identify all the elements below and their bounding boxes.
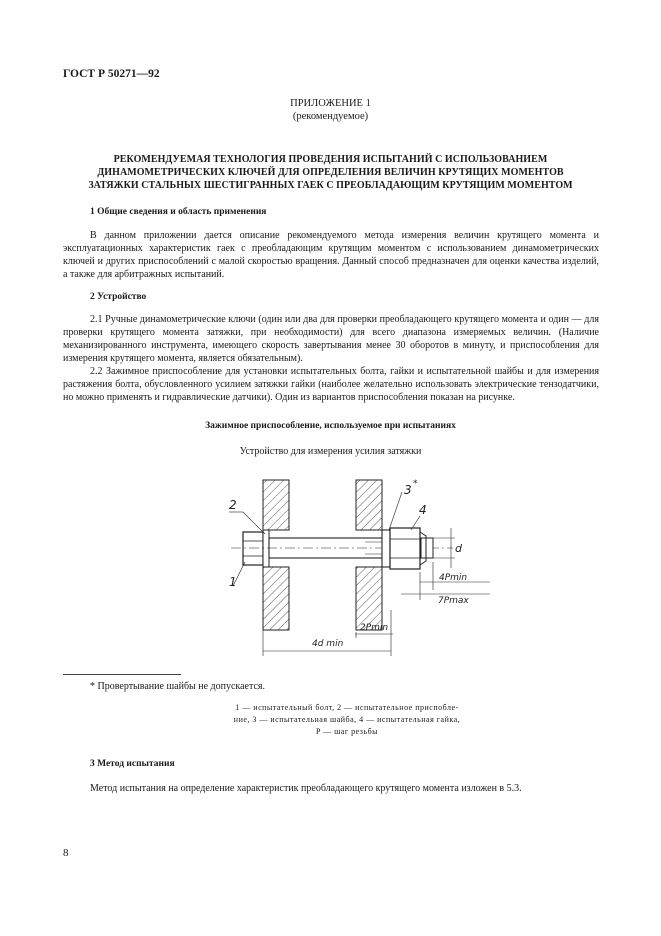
appendix-heading	[0, 97, 661, 123]
title-line-1: РЕКОМЕНДУЕМАЯ ТЕХНОЛОГИЯ ПРОВЕДЕНИЯ ИСПЫТАНИЙ С ИСПОЛЬЗОВАНИЕМ	[113, 154, 548, 165]
appendix-status: (рекомендуемое)	[292, 111, 369, 122]
figure-legend	[200, 702, 494, 738]
label-7pmax: 7Pmax	[438, 596, 469, 606]
label-1: 1	[229, 575, 237, 589]
appendix-title	[0, 153, 661, 192]
title-line-3: ЗАТЯЖКИ СТАЛЬНЫХ ШЕСТИГРАННЫХ ГАЕК С ПРЕОБЛАДАЮЩИМ КРУТЯЩИМ МОМЕНТОМ	[88, 180, 573, 191]
page-number: 8	[63, 847, 69, 859]
appendix-label: ПРИЛОЖЕНИЕ 1	[290, 98, 371, 109]
section-3-paragraph: Метод испытания на определение характеристик преобладающего крутящего момента изложен в 5.3.	[90, 783, 522, 794]
section-2-heading: 2 Устройство	[90, 292, 147, 302]
label-3: 3	[404, 483, 412, 497]
section-2-paragraph-2: 2.2 Зажимное приспособление для установки испытательных болта, гайки и испытательной шайбы и для измерения растяжения болта, обусловленного усилием затяжки гайки (наиболее желательно использовать электрические тензодатчики, но можно применять и гидравлические датчики). Один из вариантов приспособления показан на рисунке.	[63, 366, 599, 403]
label-2pmin: 2Pmin	[360, 623, 389, 633]
legend-line-2: ние, 3 — испытательная шайба, 4 — испытательная гайка,	[233, 715, 461, 724]
label-3-star: *	[413, 479, 418, 489]
label-2: 2	[229, 498, 237, 512]
label-4dmin: 4d min	[312, 639, 344, 649]
footnote-star: * Провертывание шайбы не допускается.	[90, 681, 266, 692]
section-1-heading: 1 Общие сведения и область применения	[90, 207, 267, 217]
section-1-body	[63, 229, 599, 281]
section-1-paragraph: В данном приложении дается описание рекомендуемого метода измерения величин крутящего момента и эксплуатационных характеристик гаек с преобладающим крутящим моментом с использованием динамометрических ключей и других приспособлений с малой скоростью вращения. Данный способ предназначен для оценки качества изделий, а также для арбитражных испытаний.	[63, 230, 599, 280]
figure-subtitle: Устройство для измерения усилия затяжки	[239, 446, 422, 457]
test-washer	[382, 530, 390, 567]
section-3-body	[63, 782, 599, 795]
title-line-2: ДИНАМОМЕТРИЧЕСКИХ КЛЮЧЕЙ ДЛЯ ОПРЕДЕЛЕНИЯ ВЕЛИЧИН КРУТЯЩИХ МОМЕНТОВ	[97, 167, 564, 178]
label-d: d	[455, 542, 462, 555]
section-3-heading: 3 Метод испытания	[90, 759, 175, 769]
label-4pmin: 4Pmin	[439, 573, 468, 583]
label-4: 4	[419, 503, 427, 517]
section-2-paragraph-1: 2.1 Ручные динамометрические ключи (один или два для проверки преобладающего крутящего момента и один — для проверки крутящего момента затяжки, при необходимости) для всего диапазона измеряемых величин. (Наличие механизированного инструмента, имеющего скорость завертывания менее 30 оборотов в минуту, и приспособления для измерения крутящего момента, является обязательным).	[63, 314, 599, 364]
section-2-body	[63, 313, 599, 404]
footnote-divider	[63, 674, 181, 675]
document-code: ГОСТ Р 50271—92	[63, 68, 160, 80]
clamping-fixture-drawing	[215, 472, 505, 662]
legend-line-1: 1 — испытательный болт, 2 — испытательное приспобле-	[235, 703, 459, 712]
figure-title: Зажимное приспособление, используемое при испытаниях	[205, 421, 456, 431]
legend-line-3: P — шаг резьбы	[315, 727, 379, 736]
